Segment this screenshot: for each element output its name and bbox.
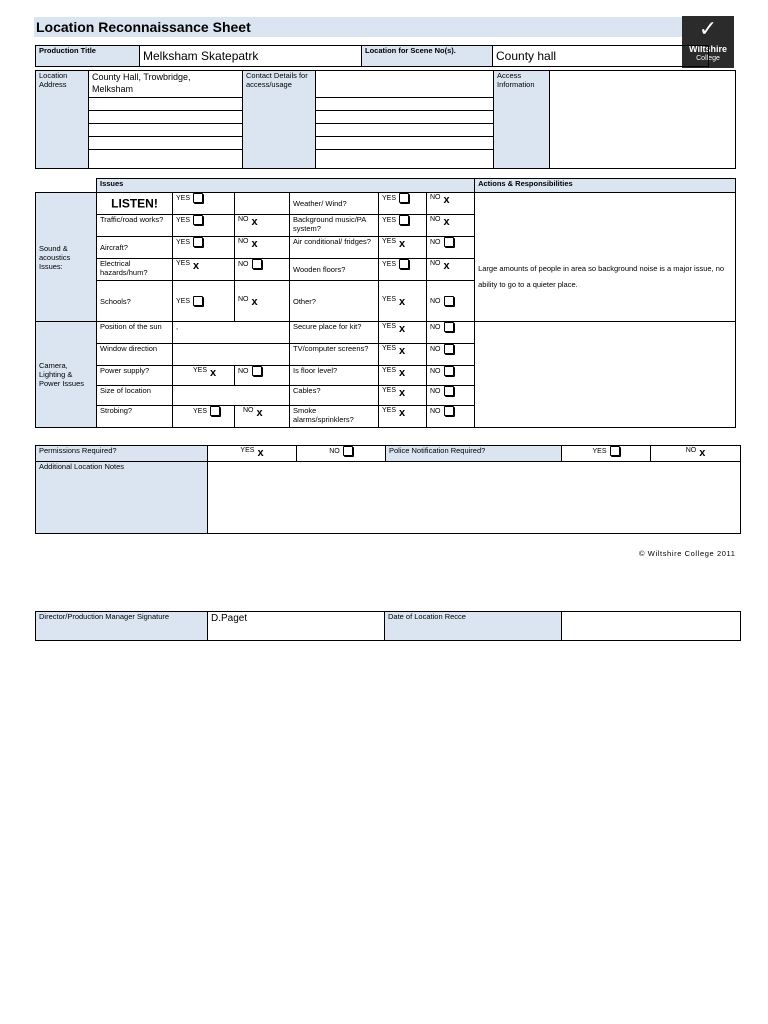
other-no[interactable] (427, 281, 475, 322)
x-mark: x (399, 345, 406, 357)
no-label: NO (685, 447, 697, 454)
checkbox-icon[interactable] (444, 237, 454, 247)
contact-line-1[interactable] (316, 71, 493, 98)
sun-position-value[interactable]: , (173, 322, 290, 344)
yes-label: YES (193, 367, 208, 374)
checkbox-icon[interactable] (444, 366, 454, 376)
tv-screens-yes[interactable] (379, 344, 427, 366)
air-conditioning-no[interactable] (427, 237, 475, 259)
secure-kit-yes[interactable] (379, 322, 427, 344)
no-label: NO (243, 407, 254, 414)
listen-label: LISTEN! (111, 196, 158, 211)
no-label: NO (430, 346, 441, 353)
smoke-alarms-yes[interactable] (379, 406, 427, 428)
x-mark: x (399, 323, 406, 335)
no-label: NO (238, 368, 249, 375)
checkbox-icon[interactable] (444, 296, 454, 306)
police-notification-label: Police Notification Required? (386, 446, 562, 462)
contact-line-4[interactable] (316, 124, 493, 137)
checkbox-icon[interactable] (210, 406, 220, 416)
weather-yes[interactable] (379, 193, 427, 215)
background-music-label: Background music/PA system? (290, 215, 379, 237)
checkbox-icon[interactable] (444, 406, 454, 416)
access-information-label: Access Information (494, 71, 550, 169)
no-label: NO (329, 448, 340, 455)
other-label: Other? (290, 281, 379, 322)
no-label: NO (238, 296, 249, 303)
logo-sub: College (696, 55, 720, 62)
x-mark: x (699, 447, 706, 459)
sound-action-text[interactable]: Large amounts of people in area so background noise is a major issue, no ability to go to a quieter place. (475, 193, 736, 322)
checkbox-icon[interactable] (193, 193, 203, 203)
recce-date-value[interactable] (562, 612, 741, 641)
x-mark: x (443, 194, 450, 206)
floor-level-yes[interactable] (379, 366, 427, 386)
yes-label: YES (382, 387, 397, 394)
electrical-yes[interactable] (173, 259, 235, 281)
other-yes[interactable] (379, 281, 427, 322)
checkbox-icon[interactable] (252, 366, 262, 376)
no-label: NO (430, 388, 441, 395)
yes-label: YES (382, 238, 397, 245)
yes-label: YES (592, 448, 607, 455)
x-mark: x (210, 367, 217, 379)
air-conditioning-label: Air conditional/ fridges? (290, 237, 379, 259)
strobing-no[interactable] (235, 406, 290, 428)
logo-brand: Wiltshire (689, 44, 727, 54)
yes-label: YES (176, 239, 191, 246)
additional-notes-label: Additional Location Notes (36, 462, 208, 534)
secure-kit-no[interactable] (427, 322, 475, 344)
traffic-label: Traffic/road works? (97, 215, 173, 237)
yes-label: YES (382, 345, 397, 352)
aircraft-label: Aircraft? (97, 237, 173, 259)
address-line-2-text: Melksham (92, 84, 134, 94)
address-line-6[interactable] (89, 137, 242, 150)
electrical-no[interactable] (235, 259, 290, 281)
no-label: NO (430, 408, 441, 415)
signature-label: Director/Production Manager Signature (36, 612, 208, 641)
window-direction-label: Window direction (97, 344, 173, 366)
x-mark: x (251, 296, 258, 308)
checkbox-icon[interactable] (193, 237, 203, 247)
contact-line-5[interactable] (316, 137, 493, 150)
checkbox-icon[interactable] (610, 446, 620, 456)
yes-label: YES (176, 260, 191, 267)
location-address-label: Location Address (36, 71, 89, 169)
scene-value[interactable]: County hall (493, 46, 709, 67)
listen-yes[interactable] (173, 193, 235, 215)
scene-label: Location for Scene No(s). (362, 46, 493, 67)
page-title: Location Reconnaissance Sheet (36, 19, 251, 35)
access-information-value[interactable] (550, 71, 736, 169)
x-mark: x (399, 407, 406, 419)
permissions-table (35, 445, 741, 534)
checkbox-icon[interactable] (252, 259, 262, 269)
power-supply-yes[interactable] (173, 366, 235, 386)
no-label: NO (430, 216, 441, 223)
cables-label: Cables? (290, 386, 379, 406)
production-header-table (35, 45, 709, 67)
yes-label: YES (382, 261, 397, 268)
police-no[interactable] (651, 446, 741, 462)
window-direction-value[interactable] (173, 344, 290, 366)
strobing-yes[interactable] (173, 406, 235, 428)
address-line-5[interactable] (89, 124, 242, 137)
yes-label: YES (176, 298, 191, 305)
contact-line-6[interactable] (316, 150, 493, 162)
schools-yes[interactable] (173, 281, 235, 322)
checkbox-icon[interactable] (193, 296, 203, 306)
x-mark: x (251, 238, 258, 250)
yes-label: YES (240, 447, 255, 454)
yes-label: YES (176, 195, 191, 202)
no-label: NO (430, 260, 441, 267)
sound-issues-label: Sound & acoustics Issues: (36, 193, 97, 322)
yes-label: YES (382, 367, 397, 374)
cables-no[interactable] (427, 386, 475, 406)
no-label: NO (430, 324, 441, 331)
yes-label: YES (382, 323, 397, 330)
address-table (35, 70, 736, 169)
recce-date-label: Date of Location Recce (385, 612, 562, 641)
police-yes[interactable] (562, 446, 651, 462)
x-mark: x (399, 367, 406, 379)
no-label: NO (238, 216, 249, 223)
x-mark: x (443, 216, 450, 228)
check-swoosh-icon: ✓ (698, 17, 718, 42)
weather-no[interactable] (427, 193, 475, 215)
yes-label: YES (382, 407, 397, 414)
electrical-label: Electrical hazards/hum? (97, 259, 173, 281)
cables-yes[interactable] (379, 386, 427, 406)
address-line-1[interactable] (89, 71, 242, 98)
wooden-floors-label: Wooden floors? (290, 259, 379, 281)
address-line-4[interactable] (89, 111, 242, 124)
schools-label: Schools? (97, 281, 173, 322)
camera-action-text[interactable] (475, 322, 736, 428)
aircraft-no[interactable] (235, 237, 290, 259)
traffic-no[interactable] (235, 215, 290, 237)
x-mark: x (257, 447, 264, 459)
checkbox-icon[interactable] (444, 344, 454, 354)
issues-header: Issues (97, 179, 475, 193)
size-location-value[interactable] (173, 386, 290, 406)
floor-level-no[interactable] (427, 366, 475, 386)
no-label: NO (430, 194, 441, 201)
no-label: NO (430, 298, 441, 305)
background-music-yes[interactable] (379, 215, 427, 237)
production-title-value[interactable]: Melksham Skatepatrk (140, 46, 362, 67)
checkbox-icon[interactable] (444, 386, 454, 396)
x-mark: x (443, 260, 450, 272)
copyright-text: © Wiltshire College 2011 (639, 549, 736, 558)
tv-screens-label: TV/computer screens? (290, 344, 379, 366)
address-line-3[interactable] (89, 98, 242, 111)
contact-line-3[interactable] (316, 111, 493, 124)
x-mark: x (256, 407, 263, 419)
checkbox-icon[interactable] (343, 446, 353, 456)
checkbox-icon[interactable] (399, 259, 409, 269)
yes-label: YES (176, 217, 191, 224)
checkbox-icon[interactable] (444, 322, 454, 332)
weather-label: Weather/ Wind? (290, 193, 379, 215)
signature-value[interactable]: D.Paget (208, 612, 385, 641)
checkbox-icon[interactable] (399, 193, 409, 203)
yes-label: YES (193, 408, 208, 415)
production-title-label: Production Title (36, 46, 140, 67)
no-label: NO (238, 261, 249, 268)
schools-no[interactable] (235, 281, 290, 322)
x-mark: x (399, 238, 406, 250)
permissions-label: Permissions Required? (36, 446, 208, 462)
power-supply-no[interactable] (235, 366, 290, 386)
camera-issues-label: Camera, Lighting & Power Issues (36, 322, 97, 428)
yes-label: YES (382, 195, 397, 202)
x-mark: x (251, 216, 258, 228)
additional-notes-value[interactable] (208, 462, 741, 534)
floor-level-label: Is floor level? (290, 366, 379, 386)
contact-details-label: Contact Details for access/usage (243, 71, 316, 169)
issues-table (35, 178, 736, 428)
traffic-yes[interactable] (173, 215, 235, 237)
address-line-7[interactable] (89, 150, 242, 162)
permissions-no[interactable] (297, 446, 386, 462)
permissions-yes[interactable] (208, 446, 297, 462)
no-label: NO (430, 368, 441, 375)
yes-label: YES (382, 217, 397, 224)
sun-position-label: Position of the sun (97, 322, 173, 344)
aircraft-yes[interactable] (173, 237, 235, 259)
x-mark: x (399, 296, 406, 308)
actions-header: Actions & Responsibilities (475, 179, 736, 193)
contact-line-2[interactable] (316, 98, 493, 111)
smoke-alarms-label: Smoke alarms/sprinklers? (290, 406, 379, 428)
size-location-label: Size of location (97, 386, 173, 406)
checkbox-icon[interactable] (193, 215, 203, 225)
strobing-label: Strobing? (97, 406, 173, 428)
air-conditioning-yes[interactable] (379, 237, 427, 259)
wooden-floors-no[interactable] (427, 259, 475, 281)
power-supply-label: Power supply? (97, 366, 173, 386)
wooden-floors-yes[interactable] (379, 259, 427, 281)
signature-table (35, 611, 741, 641)
background-music-no[interactable] (427, 215, 475, 237)
secure-kit-label: Secure place for kit? (290, 322, 379, 344)
address-line-1-text: County Hall, Trowbridge, (92, 72, 191, 82)
tv-screens-no[interactable] (427, 344, 475, 366)
x-mark: x (193, 260, 200, 272)
no-label: NO (238, 238, 249, 245)
yes-label: YES (382, 296, 397, 303)
x-mark: x (399, 387, 406, 399)
no-label: NO (430, 239, 441, 246)
smoke-alarms-no[interactable] (427, 406, 475, 428)
checkbox-icon[interactable] (399, 215, 409, 225)
